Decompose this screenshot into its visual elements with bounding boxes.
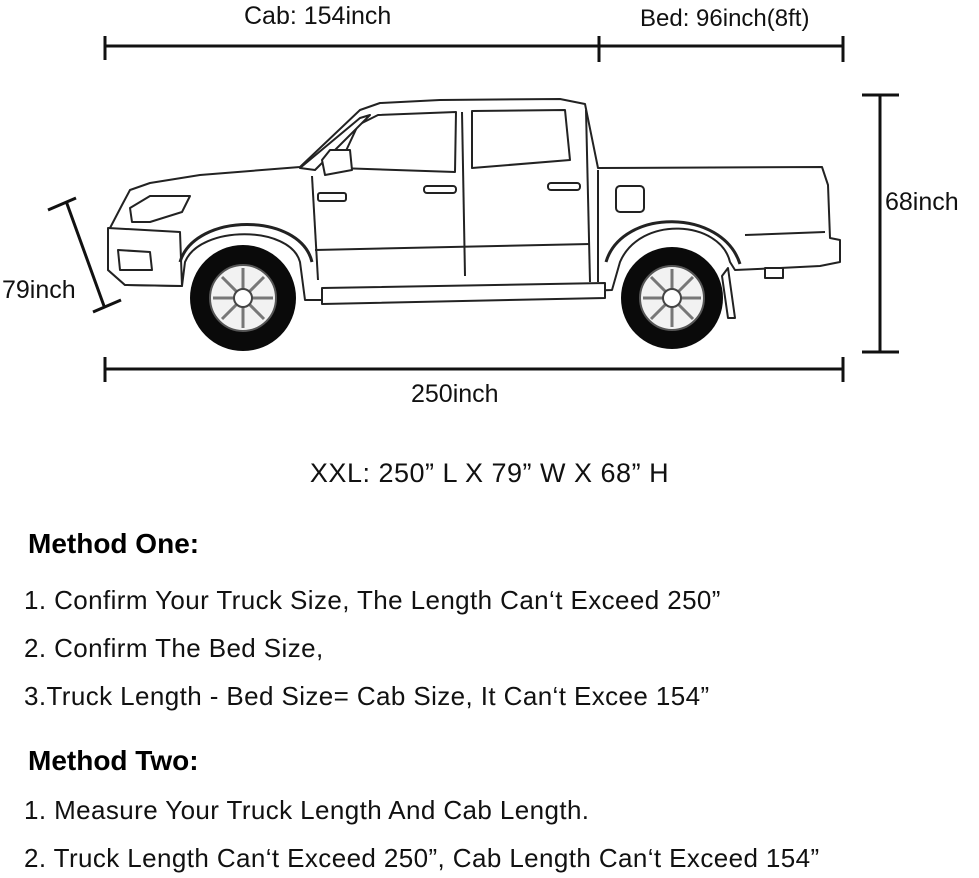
front-wheel [190, 245, 296, 351]
method-one-step-2: 2. Confirm The Bed Size, [24, 633, 324, 663]
width-label: 79inch [2, 276, 76, 304]
rear-wheel [621, 247, 723, 349]
total-length-label: 250inch [411, 380, 499, 408]
height-label: 68inch [885, 188, 959, 216]
bed-length-label: Bed: 96inch(8ft) [640, 5, 810, 32]
side-mirror [322, 150, 352, 175]
cover-size-line: XXL: 250” L X 79” W X 68” H [309, 458, 670, 488]
mud-flap [722, 268, 735, 318]
door-trim [318, 193, 346, 201]
rear-door-handle [548, 183, 580, 190]
method-two-step-2: 2. Truck Length Can‘t Exceed 250”, Cab Length Can‘t Exceed 154” [24, 843, 820, 873]
width-dimension-tick-bottom [93, 300, 121, 312]
fuel-door [616, 186, 644, 212]
method-one-step-3: 3.Truck Length - Bed Size= Cab Size, It Can‘t Excee 154” [24, 681, 710, 711]
rear-window [472, 110, 570, 168]
fog-light [118, 250, 152, 270]
width-dimension-tick-top [48, 198, 76, 210]
exhaust-pipe [765, 268, 783, 278]
truck-dimension-diagram [0, 0, 979, 420]
method-two-step-1: 1. Measure Your Truck Length And Cab Length. [24, 795, 590, 825]
truck-illustration [0, 0, 979, 420]
front-door-handle [424, 186, 456, 193]
method-one-title: Method One: [28, 528, 200, 559]
cab-length-label: Cab: 154inch [244, 2, 392, 30]
method-two-title: Method Two: [28, 745, 199, 776]
method-one-step-1: 1. Confirm Your Truck Size, The Length Can‘t Exceed 250” [24, 585, 721, 615]
